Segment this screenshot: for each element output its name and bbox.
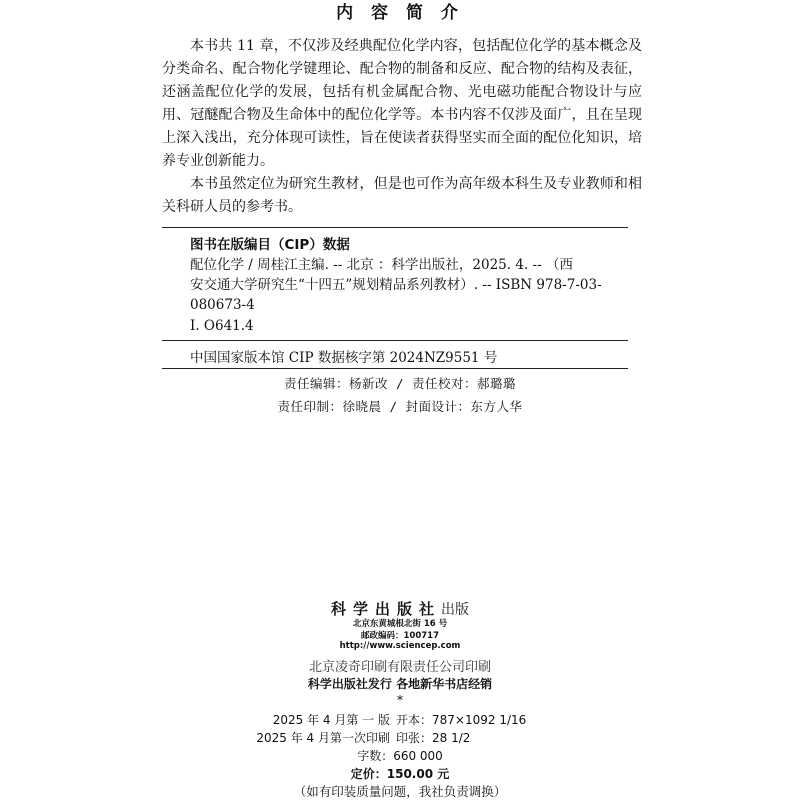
- intro-paragraph: 本书虽然定位为研究生教材，但是也可作为高年级本科生及专业教师和相关科研人员的参考书。: [162, 176, 642, 215]
- cip-entry-line: 080673-4: [190, 297, 255, 313]
- cip-bottom-rule: [162, 368, 628, 369]
- printing-info: 2025 年 4 月第一次印刷: [256, 731, 390, 745]
- printer-info: 北京凌奇印刷有限责任公司印刷: [308, 660, 491, 675]
- separator-star: *: [397, 693, 403, 707]
- publisher-website: http://www.sciencep.com: [339, 641, 461, 651]
- page-title: 内 容 简 介: [336, 3, 464, 23]
- distribution-info: 科学出版社发行 各地新华书店经销: [307, 677, 493, 691]
- editor-credits: 责任编辑：杨新改 / 责任校对：郝璐璐: [283, 376, 517, 391]
- price: 定价：150.00 元: [350, 767, 450, 781]
- sheets-info: 印张：28 1/2: [396, 731, 471, 745]
- cip-entry: [190, 255, 628, 315]
- cip-record-number: 中国国家版本馆 CIP 数据核字第 2024NZ9551 号: [190, 350, 498, 366]
- cip-classification: Ⅰ. O641.4: [190, 318, 254, 334]
- publisher-name: [0, 598, 800, 619]
- cip-top-rule: [162, 227, 628, 228]
- publisher-postcode: 邮政编码：100717: [361, 631, 439, 641]
- cip-entry-line: 配位化学 / 周桂江主编. -- 北京 ：科学出版社，2025. 4. -- （西: [190, 257, 573, 273]
- publisher-logo: 科学出版社: [330, 600, 441, 618]
- publisher-address: 北京东黄城根北街 16 号: [352, 619, 448, 629]
- book-introduction: [162, 35, 642, 219]
- cip-heading: 图书在版编目（CIP）数据: [190, 237, 350, 253]
- production-credits: 责任印制：徐晓晨 / 封面设计：东方人华: [277, 399, 523, 414]
- format-info: 开本：787×1092 1/16: [396, 713, 527, 727]
- publisher-suffix: 出版: [441, 602, 469, 618]
- intro-paragraph: 本书共 11 章，不仅涉及经典配位化学内容，包括配位化学的基本概念及分类命名、配合物化学键理论、配合物的制备和反应、配合物的结构及表征，还涵盖配位化学的发展，包括有机金属配合物、光电磁功能配合物设计与应用、冠醚配合物及生命体中的配位化学等。本书内容不仅涉及面广，且在呈现上深入浅出，充分体现可读性，旨在使读者获得坚实而全面的配位化知识，培养专业创新能力。: [162, 38, 642, 169]
- cip-middle-rule: [162, 340, 628, 341]
- word-count: 字数：660 000: [357, 749, 443, 763]
- quality-notice: （如有印装质量问题，我社负责调换）: [293, 784, 507, 799]
- cip-entry-line: 安交通大学研究生“十四五”规划精品系列教材）. -- ISBN 978-7-03-: [190, 277, 602, 293]
- edition-info: 2025 年 4 月第 一 版: [272, 713, 390, 727]
